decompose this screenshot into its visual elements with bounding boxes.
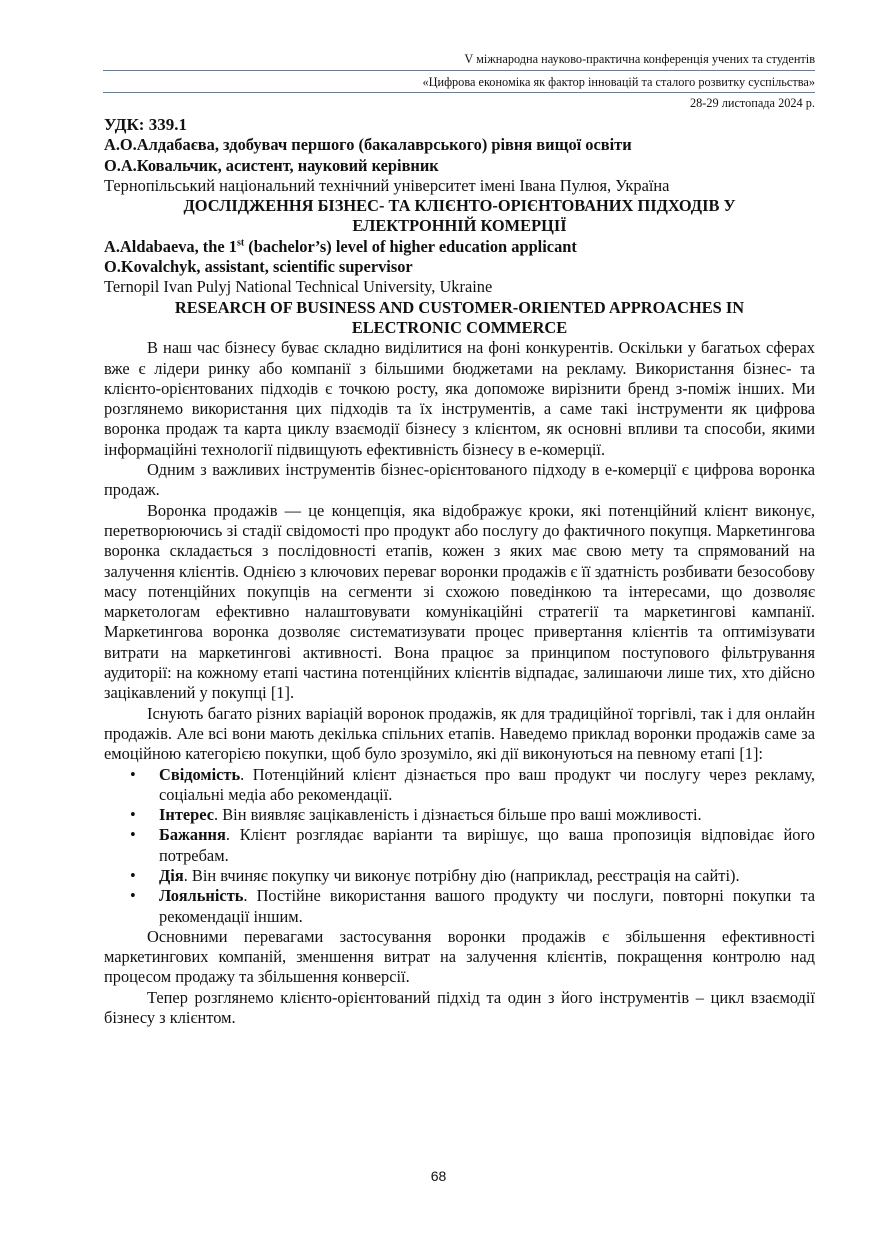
- udk-code: УДК: 339.1: [104, 115, 187, 134]
- author-en-1-name: A.Aldabaeva, the 1: [104, 236, 237, 256]
- paragraph-funnel-benefits: Основними перевагами застосування воронки продажів є збільшення ефективності маркетингових компаній, зменшення витрат на залучення клієнтів, покращення контролю над процесом продажу та збільшення конверсії.: [104, 926, 815, 987]
- page-number: 68: [430, 1168, 447, 1184]
- conference-header-line-2: «Цифрова економіка як фактор інновацій та сталого розвитку суспільства»: [422, 75, 815, 89]
- author-ua-2: О.А.Ковальчик, асистент, науковий керівник: [104, 155, 439, 175]
- stage-text: . Клієнт розглядає варіанти та вирішує, що ваша пропозиція відповідає його потребам.: [159, 825, 815, 865]
- stage-term: Бажання: [159, 825, 226, 845]
- bullet-icon: •: [130, 886, 136, 906]
- paragraph-funnel-variations: Існують багато різних варіацій воронок продажів, як для традиційної торгівлі, так і для онлайн продажів. Але всі вони мають декілька спільних етапів. Наведемо приклад воронки продажів саме за емоційною категорією покупки, щоб було зрозуміло, які дії виконуються на певному етапі [1]:: [104, 703, 815, 764]
- list-item: [104, 886, 815, 927]
- ordinal-superscript: st: [236, 237, 245, 249]
- paragraph-intro: В наш час бізнесу буває складно виділитися на фоні конкурентів. Оскільки у багатьох сферах вже є лідери ринку або компанії з більшими бюджетами на рекламу. Використання бізнес- та клієнто-орієнтованих підходів є точкою росту, яка допоможе вирізнити бренд з-поміж інших. Ми розглянемо використання цих підходів та їх інструментів, а саме такі інструменти як цифрова воронка продаж та карта циклу взаємодії бізнесу з клієнтом, як основні впливи та способи, якими інформаційні технології підвищують ефективність бізнесу в е-комерції.: [104, 338, 815, 459]
- title-ua: ДОСЛІДЖЕННЯ БІЗНЕС- ТА КЛІЄНТО-ОРІЄНТОВАНИХ ПІДХОДІВ У ЕЛЕКТРОННІЙ КОМЕРЦІЇ: [183, 196, 736, 236]
- bullet-icon: •: [130, 825, 136, 845]
- article-body: [104, 115, 815, 1028]
- funnel-stages-list: [104, 765, 815, 927]
- header-rule-2: [103, 92, 815, 93]
- stage-term: Лояльність: [159, 886, 244, 906]
- stage-term: Дія: [159, 865, 184, 885]
- stage-text: . Він вчиняє покупку чи виконує потрібну дію (наприклад, реєстрація на сайті).: [183, 865, 740, 885]
- paragraph-funnel-tool: Одним з важливих інструментів бізнес-орієнтованого підходу в е-комерції є цифрова воронка продаж.: [104, 460, 815, 500]
- author-ua-1: А.О.Алдабаєва, здобувач першого (бакалаврського) рівня вищої освіти: [104, 135, 632, 155]
- author-en-1-role: (bachelor’s) level of higher education applicant: [244, 236, 577, 256]
- stage-text: . Потенційний клієнт дізнається про ваш продукт чи послугу через рекламу, соціальні медіа або рекомендації.: [159, 764, 815, 804]
- title-en: RESEARCH OF BUSINESS AND CUSTOMER-ORIENTED APPROACHES IN ELECTRONIC COMMERCE: [174, 297, 745, 337]
- list-item: [104, 765, 815, 806]
- conference-header-line-1: V міжнародна науково-практична конференція учених та студентів: [464, 52, 815, 66]
- bullet-icon: •: [130, 764, 136, 784]
- list-item: [104, 825, 815, 866]
- stage-term: Свідомість: [159, 764, 241, 784]
- list-item: [104, 805, 815, 825]
- header-rule-1: [103, 70, 815, 71]
- stage-term: Інтерес: [159, 805, 215, 825]
- bullet-icon: •: [130, 865, 136, 885]
- author-en-1: [104, 237, 815, 257]
- paragraph-customer-oriented: Тепер розглянемо клієнто-орієнтований підхід та один з його інструментів – цикл взаємодії бізнесу з клієнтом.: [104, 987, 815, 1028]
- author-en-2: O.Kovalchyk, assistant, scientific supervisor: [104, 257, 413, 277]
- conference-date: 28-29 листопада 2024 р.: [689, 96, 815, 110]
- affiliation-ua: Тернопільський національний технічний університет імені Івана Пулюя, Україна: [104, 175, 670, 195]
- stage-text: . Він виявляє зацікавленість і дізнається більше про ваші можливості.: [214, 805, 702, 825]
- list-item: [104, 866, 815, 886]
- paragraph-funnel-concept: Воронка продажів — це концепція, яка відображує кроки, які потенційний клієнт виконує, перетворюючись зі стадії свідомості про продукт або послугу до фактичного покупця. Маркетингова воронка складається з послідовності етапів, кожен з яких має свою мету та спрямований на залучення клієнтів. Однією з ключових переваг воронки продажів є її здатність розбивати безособову масу потенційних покупців на сегменти зі схожою поведінкою та інтересами, що дозволяє маркетологам ефективно налаштовувати комунікаційні стратегії та маркетингові кампанії. Маркетингова воронка дозволяє систематизувати процес привертання клієнтів та оптимізувати витрати на маркетингові активності. Вона працює за принципом поступового фільтрування аудиторії: на кожному етапі частина потенційних клієнтів відпадає, залишаючи лише тих, хто дійсно зацікавлений у покупці [1].: [104, 500, 815, 703]
- stage-text: . Постійне використання вашого продукту чи послуги, повторні покупки та рекомендації іншим.: [159, 886, 815, 926]
- bullet-icon: •: [130, 805, 136, 825]
- affiliation-en: Ternopil Ivan Pulyj National Technical University, Ukraine: [104, 277, 493, 297]
